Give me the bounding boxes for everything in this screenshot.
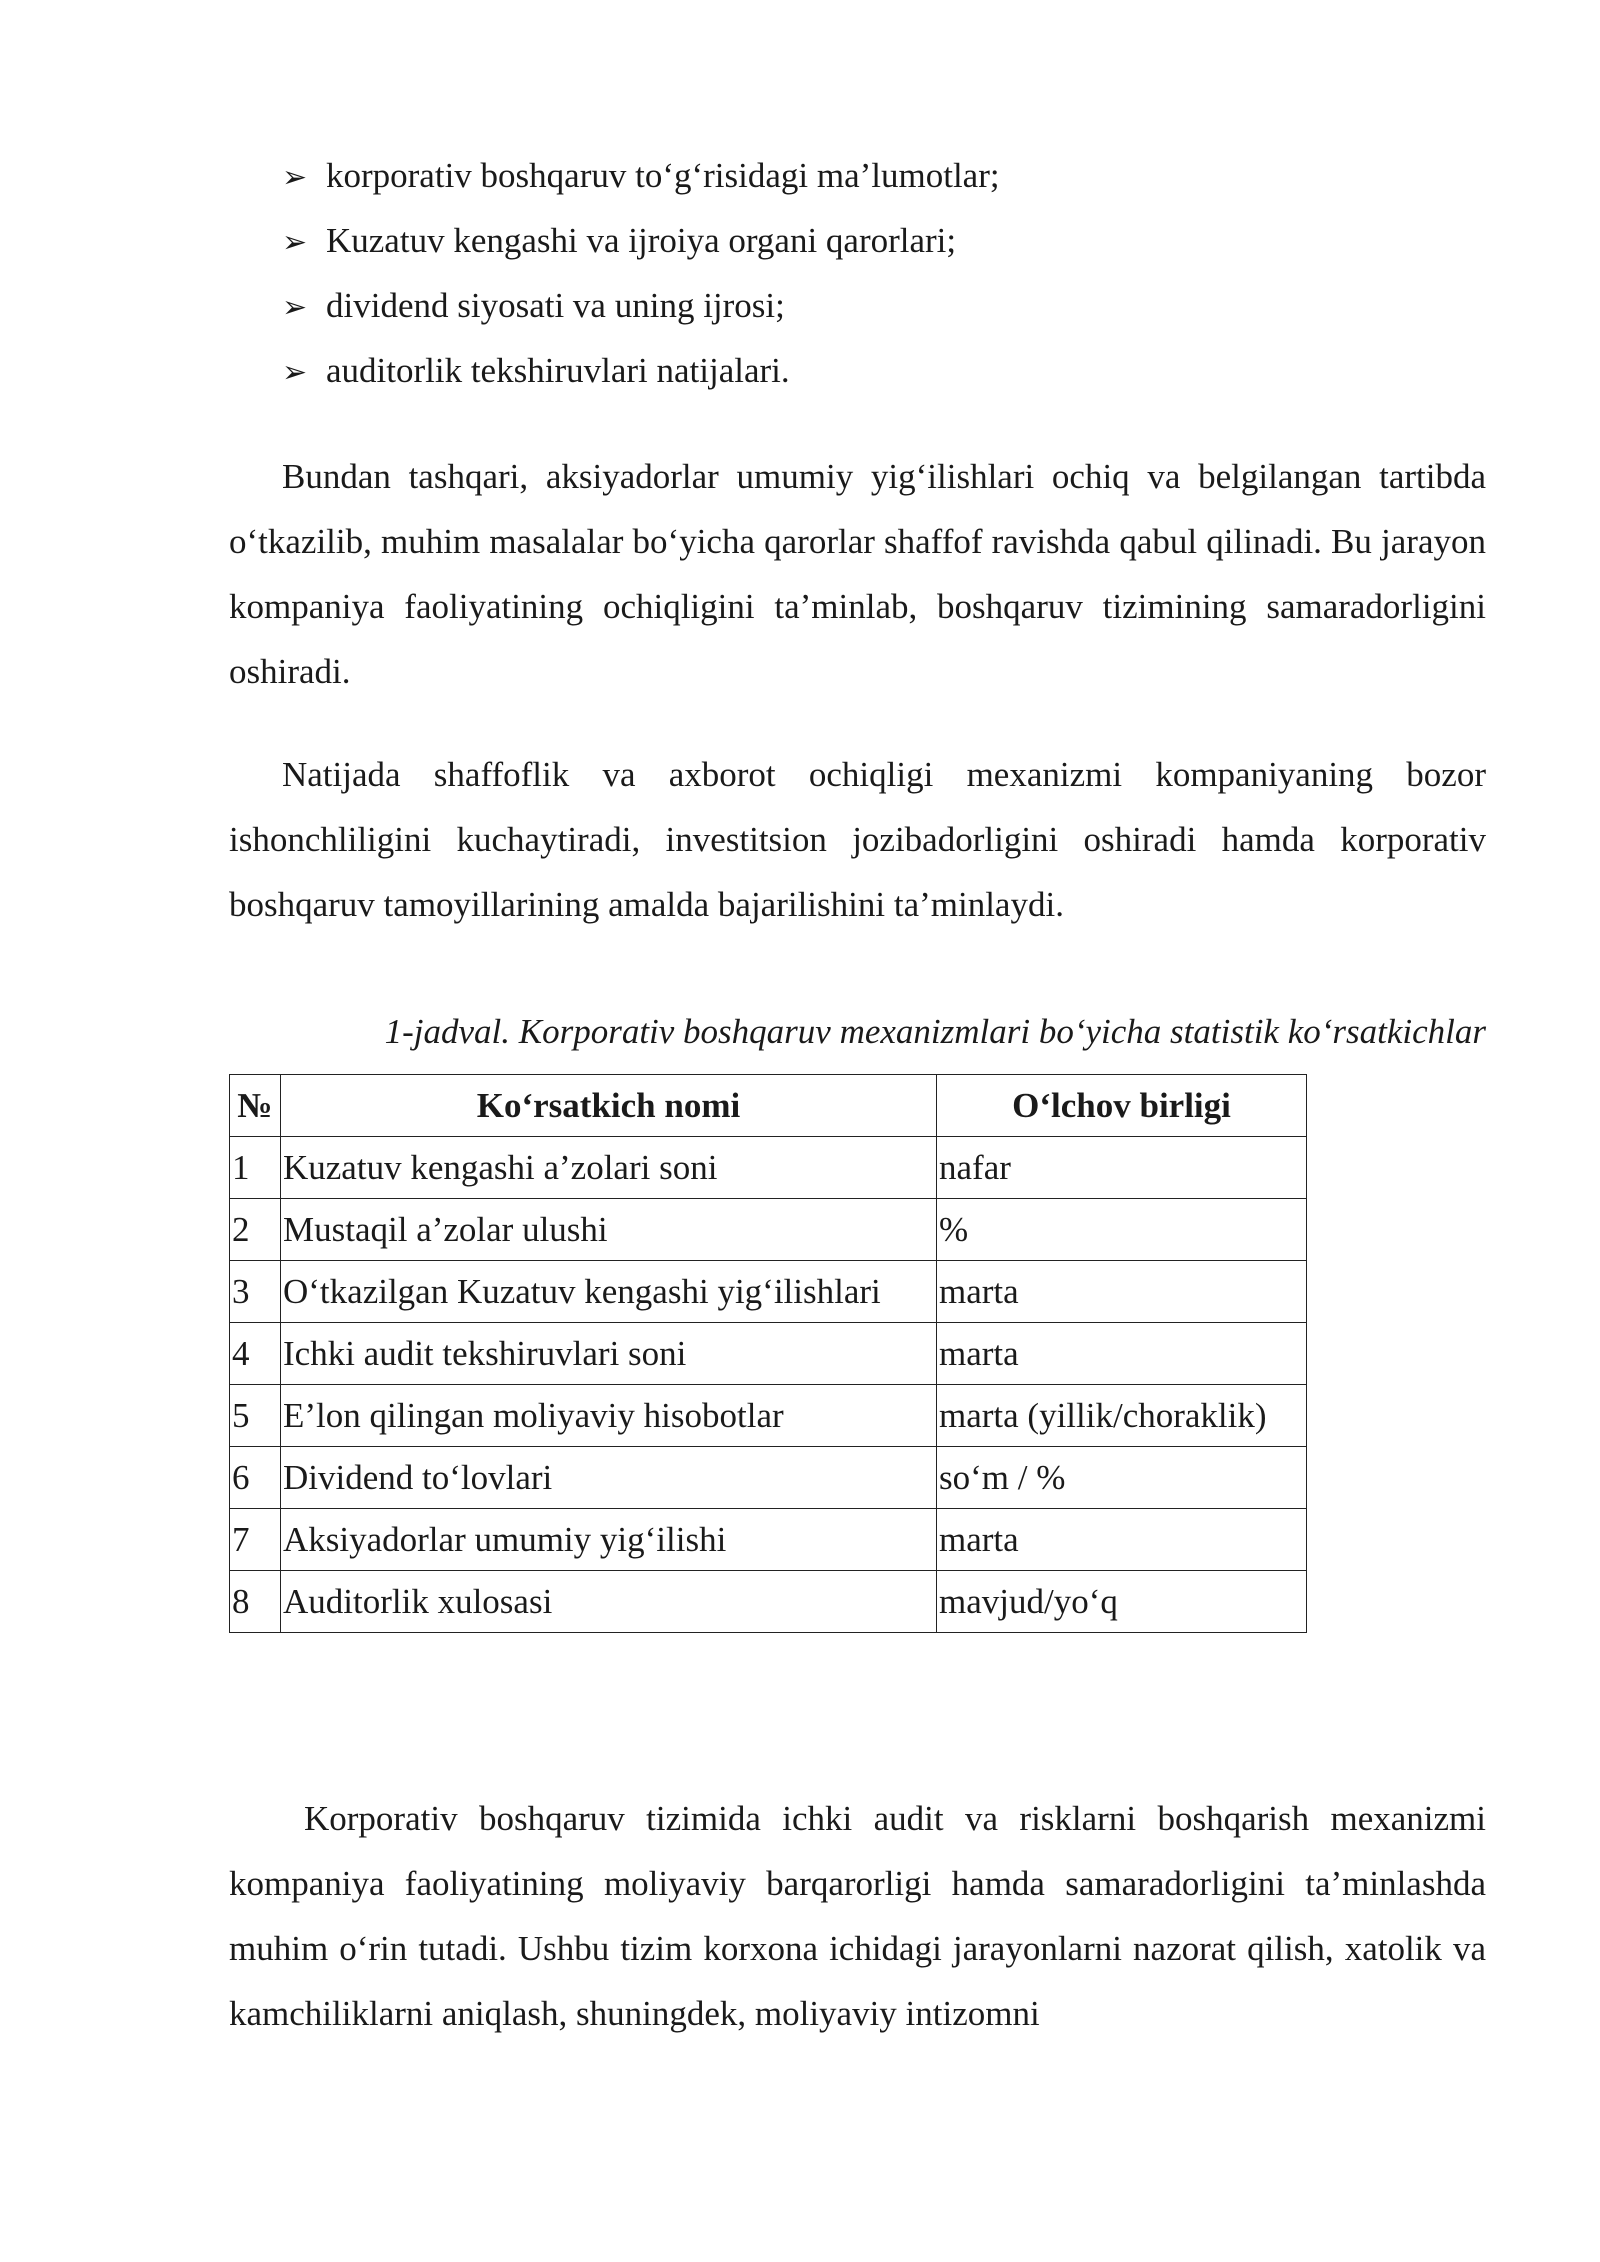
- header-unit: O‘lchov birligi: [937, 1075, 1307, 1137]
- row-number: 7: [230, 1509, 281, 1571]
- row-number: 8: [230, 1571, 281, 1633]
- unit: %: [937, 1199, 1307, 1261]
- unit: mavjud/yo‘q: [937, 1571, 1307, 1633]
- bullet-item: [282, 278, 1482, 343]
- row-number: 6: [230, 1447, 281, 1509]
- arrow-bullet-icon: ➢: [282, 225, 308, 260]
- header-indicator-name: Ko‘rsatkich nomi: [281, 1075, 937, 1137]
- unit: so‘m / %: [937, 1447, 1307, 1509]
- bullet-item: [282, 148, 1482, 213]
- paragraph: Natijada shaffoflik va axborot ochiqligi mexanizmi kompaniyaning bozor ishonchliligini kuchaytiradi, investitsion jozibadorligini oshiradi hamda korporativ boshqaruv tamoyillarining amalda bajarilishini ta’minlaydi.: [229, 755, 1486, 924]
- bullet-text: dividend siyosati va uning ijrosi;: [326, 286, 785, 325]
- row-number: 1: [230, 1137, 281, 1199]
- arrow-bullet-icon: ➢: [282, 355, 308, 390]
- bullet-text: auditorlik tekshiruvlari natijalari.: [326, 351, 790, 390]
- unit: marta: [937, 1509, 1307, 1571]
- paragraph: Bundan tashqari, aksiyadorlar umumiy yig‘ilishlari ochiq va belgilangan tartibda o‘tkazilib, muhim masalalar bo‘yicha qarorlar shaffof ravishda qabul qilinadi. Bu jarayon kompaniya faoliyatining ochiqligini ta’minlab, boshqaruv tizimining samaradorligini oshiradi.: [229, 457, 1486, 691]
- table-row: [230, 1571, 1307, 1633]
- table-row: [230, 1385, 1307, 1447]
- unit: marta (yillik/choraklik): [937, 1385, 1307, 1447]
- row-number: 2: [230, 1199, 281, 1261]
- indicator-name: Kuzatuv kengashi a’zolari soni: [281, 1137, 937, 1199]
- bullet-list: [282, 148, 1482, 408]
- header-number: №: [230, 1075, 281, 1137]
- indicator-name: Ichki audit tekshiruvlari soni: [281, 1323, 937, 1385]
- indicator-name: Aksiyadorlar umumiy yig‘ilishi: [281, 1509, 937, 1571]
- arrow-bullet-icon: ➢: [282, 160, 308, 195]
- paragraph: Korporativ boshqaruv tizimida ichki audit va risklarni boshqarish mexanizmi kompaniya faoliyatining moliyaviy barqarorligi hamda samaradorligini ta’minlashda muhim o‘rin tutadi. Ushbu tizim korxona ichidagi jarayonlarni nazorat qilish, xatolik va kamchiliklarni aniqlash, shuningdek, moliyaviy intizomni: [229, 1799, 1486, 2033]
- table-row: [230, 1323, 1307, 1385]
- unit: marta: [937, 1323, 1307, 1385]
- bullet-text: korporativ boshqaruv to‘g‘risidagi ma’lumotlar;: [326, 156, 1000, 195]
- indicator-name: E’lon qilingan moliyaviy hisobotlar: [281, 1385, 937, 1447]
- bullet-text: Kuzatuv kengashi va ijroiya organi qarorlari;: [326, 221, 957, 260]
- row-number: 5: [230, 1385, 281, 1447]
- bullet-item: [282, 343, 1482, 408]
- row-number: 3: [230, 1261, 281, 1323]
- table-row: [230, 1261, 1307, 1323]
- arrow-bullet-icon: ➢: [282, 290, 308, 325]
- table-caption: 1-jadval. Korporativ boshqaruv mexanizmlari bo‘yicha statistik ko‘rsatkichlar: [384, 1012, 1486, 1051]
- unit: marta: [937, 1261, 1307, 1323]
- indicator-name: O‘tkazilgan Kuzatuv kengashi yig‘ilishlari: [281, 1261, 937, 1323]
- row-number: 4: [230, 1323, 281, 1385]
- bullet-item: [282, 213, 1482, 278]
- table-row: [230, 1447, 1307, 1509]
- table-row: [230, 1509, 1307, 1571]
- indicator-name: Dividend to‘lovlari: [281, 1447, 937, 1509]
- table-row: [230, 1137, 1307, 1199]
- statistics-table: [229, 1074, 1307, 1633]
- indicator-name: Mustaqil a’zolar ulushi: [281, 1199, 937, 1261]
- table-row: [230, 1199, 1307, 1261]
- table-header-row: [230, 1075, 1307, 1137]
- indicator-name: Auditorlik xulosasi: [281, 1571, 937, 1633]
- unit: nafar: [937, 1137, 1307, 1199]
